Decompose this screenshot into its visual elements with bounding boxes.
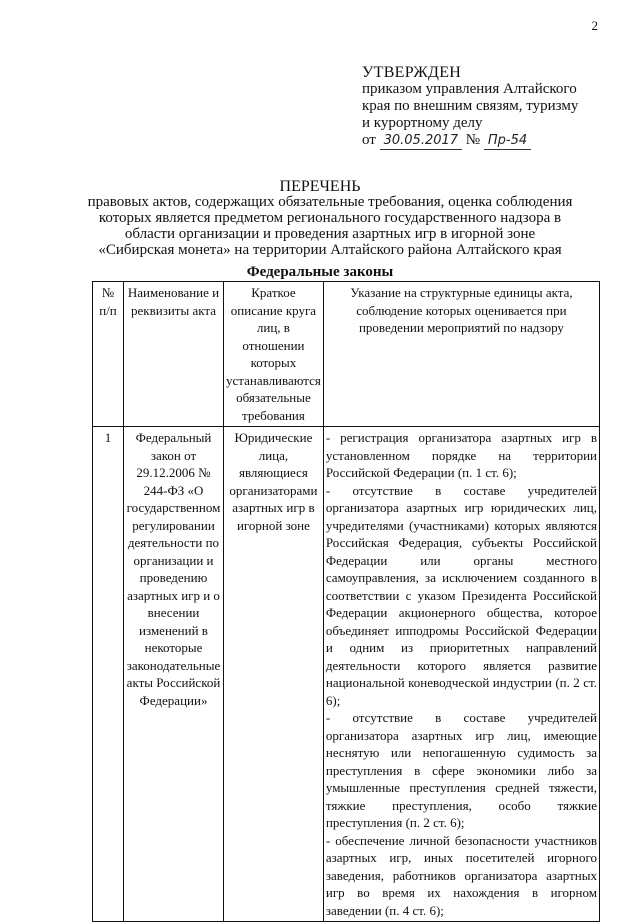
approval-line: и курортному делу — [362, 115, 483, 131]
handwritten-number: Пр-54 — [484, 132, 531, 150]
page-number: 2 — [591, 18, 598, 33]
handwritten-date: 30.05.2017 — [380, 132, 462, 150]
cell-number: 1 — [93, 427, 124, 922]
requirement-item: - обеспечение личной безопасности участников азартных игр, иных посетителей игорного заведения, работников организатора азартных игр во время их нахождения в игорном заведении (п. 4 ст. 6); — [325, 832, 597, 918]
requirement-item: - отсутствие в составе учредителей организатора азартных игр лиц, имеющие неснятую или непогашенную судимость за преступления в сфере экономики либо за умышленные преступления средней тяжести, тяжкие преступления, особо тяжкие преступления (п. 2 ст. 6); — [325, 710, 597, 830]
date-prefix: от — [362, 132, 376, 148]
approval-line: приказом управления Алтайского — [362, 81, 577, 97]
subtitle-line: «Сибирская монета» на территории Алтайского района Алтайского края — [98, 242, 562, 258]
cell-persons: Юридические лица, являющиеся организаторами азартных игр в игорной зоне — [224, 427, 324, 922]
approval-heading: УТВЕРЖДЕН — [362, 64, 462, 81]
subtitle-line: области организации и проведения азартных игр в игорной зоне — [124, 226, 536, 242]
subtitle-line: правовых актов, содержащих обязательные требования, оценка соблюдения — [87, 194, 573, 210]
cell-act-name: Федеральный закон от 29.12.2006 № 244-ФЗ «О государственном регулировании деятельности по организации и проведению азартных игр и о внесении изменений в некоторые законодательные акты Российской Федерации» — [124, 427, 224, 922]
number-prefix: № — [465, 132, 481, 148]
header-act-name: Наименование и реквизиты акта — [124, 282, 224, 427]
header-number: № п/п — [93, 282, 124, 427]
document-subtitle — [70, 194, 590, 258]
header-requirements: Указание на структурные единицы акта, соблюдение которых оценивается при проведении мероприятий по надзору — [323, 282, 599, 427]
header-persons: Краткое описание круга лиц, в отношении которых устанавливаются обязательные требования — [224, 282, 324, 427]
approval-line: края по внешним связям, туризму — [362, 98, 579, 114]
subtitle-line: которых является предметом регионального государственного надзора в — [98, 210, 562, 226]
table-header-row — [93, 282, 600, 427]
requirement-item: - отсутствие в составе учредителей организатора азартных игр юридических лиц, учредителями (участниками) которых являются Российская Федерация, субъекты Российской Федерации или органы местного самоуправления, за исключением созданного в соответствии с указом Президента Российской Федерации акционерного общества, которое объединяет ипподромы Российской Федерации и одним из приоритетных направлений деятельности которого является развитие национальной коневодческой индустрии (п. 2 ст. 6); — [325, 482, 597, 708]
section-title: Федеральные законы — [246, 264, 394, 280]
table-row — [93, 427, 600, 922]
approval-block — [362, 64, 612, 150]
approval-date-line — [362, 132, 612, 150]
requirement-item: - регистрация организатора азартных игр в установленном порядке на территории Российской Федерации (п. 1 ст. 6); — [325, 430, 597, 480]
document-title: ПЕРЕЧЕНЬ — [279, 178, 361, 195]
cell-requirements — [323, 427, 599, 922]
acts-table — [92, 281, 600, 922]
